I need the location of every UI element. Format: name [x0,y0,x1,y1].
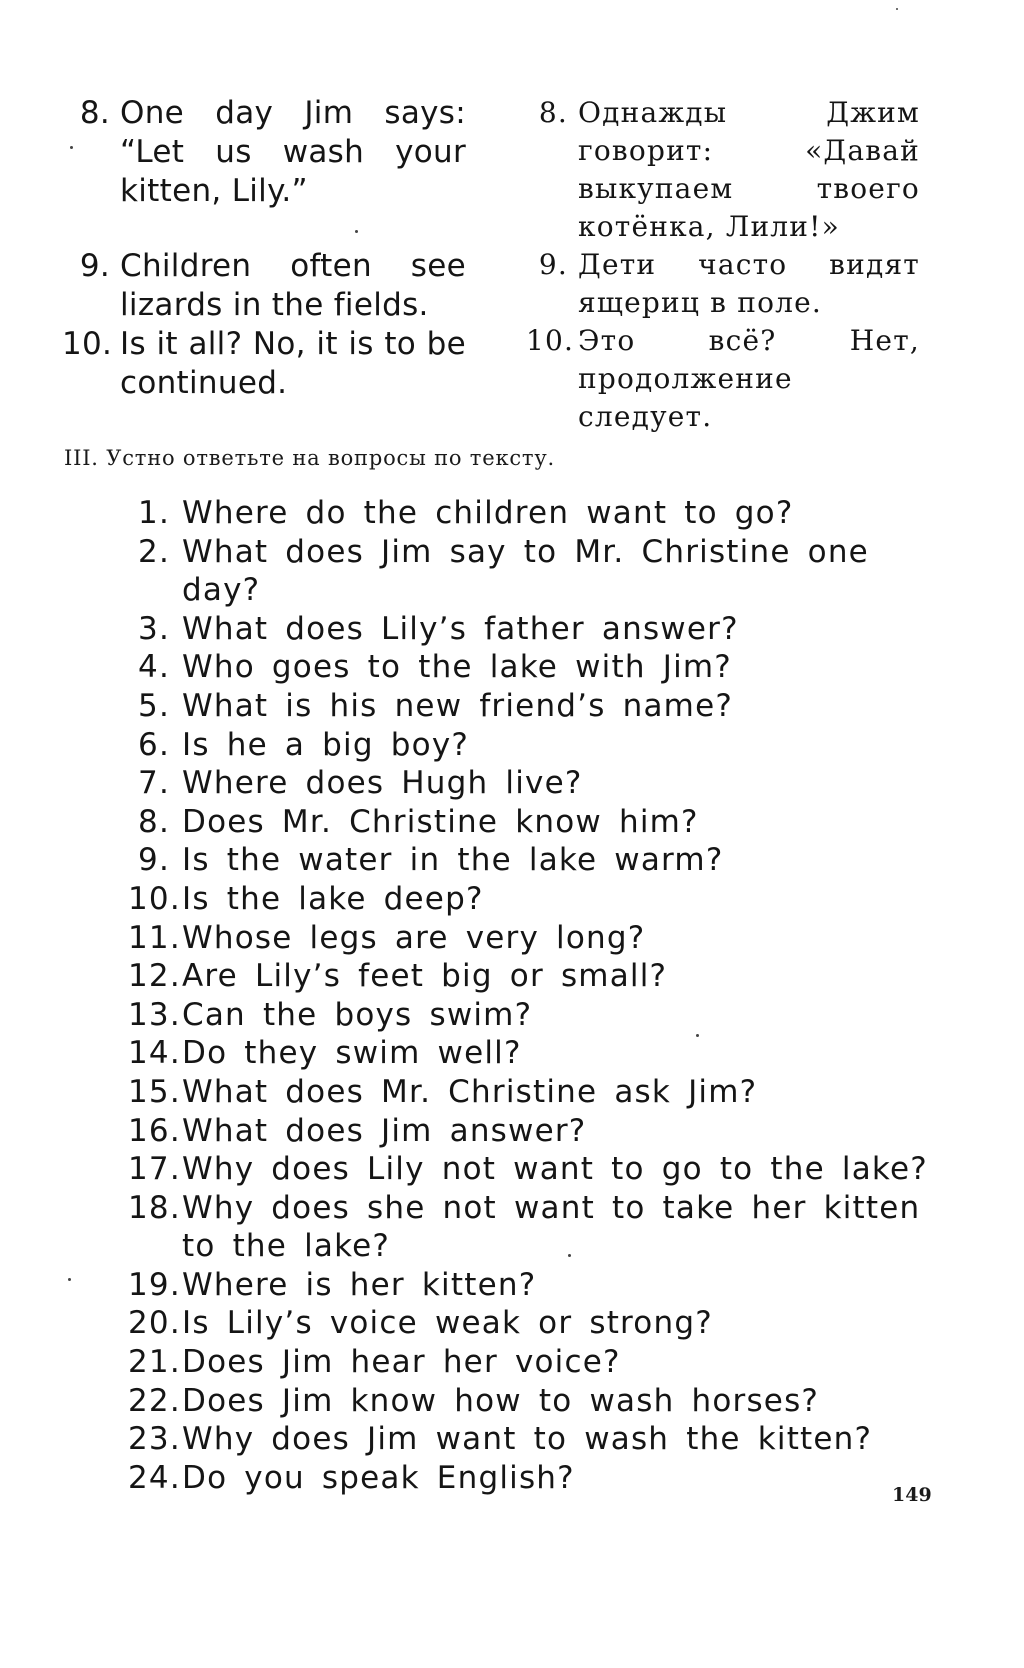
question-number: 18. [128,1189,181,1226]
scan-speck [896,8,898,10]
question-number: 15. [128,1073,181,1110]
question-list [128,494,928,1497]
page-number: 149 [892,1484,932,1506]
scan-speck [70,146,73,149]
question-item [128,648,928,687]
english-sentence-text: Children often see lizards in the fields. [120,248,466,323]
question-item [128,1150,928,1189]
question-number: 12. [128,958,181,995]
question-item [128,1034,928,1073]
question-number: 1. [138,495,170,531]
question-item [128,1073,928,1112]
question-text: Is Lily’s voice weak or strong? [182,1305,713,1342]
question-text: Is he a big boy? [182,726,470,763]
question-item [128,494,928,533]
question-item [128,957,928,996]
question-item [128,1382,928,1421]
russian-sentence-text: Это всё? Нет, продолжение следует. [578,324,920,433]
question-item [128,1343,928,1382]
question-number: 11. [128,919,181,956]
question-item [128,1459,928,1498]
question-text: What does Mr. Christine ask Jim? [182,1073,758,1110]
question-number: 19. [128,1266,181,1303]
question-number: 4. [138,649,170,686]
question-text: Why does Lily not want to go to the lake? [182,1151,928,1188]
question-text: What does Jim say to Mr. Christine one day? [182,533,869,609]
question-item [128,1189,928,1266]
english-column [62,94,466,403]
question-number: 2. [138,533,170,570]
question-number: 3. [138,610,170,647]
question-text: What does Lily’s father answer? [182,610,739,647]
question-number: 6. [138,726,170,763]
question-item [128,880,928,919]
question-number: 16. [128,1112,181,1149]
russian-column [526,94,920,436]
question-item [128,1304,928,1343]
question-text: Whose legs are very long? [182,919,646,956]
question-number: 5. [138,687,170,724]
english-sentence-text: Is it all? No, it is to be continued. [120,326,466,401]
scan-speck [355,230,358,233]
russian-sentence-10 [526,322,920,436]
russian-sentence-text: Дети часто видят ящериц в поле. [578,248,920,319]
question-item [128,1266,928,1305]
question-item [128,1420,928,1459]
question-text: Does Jim know how to wash horses? [182,1382,820,1419]
question-text: Does Mr. Christine know him? [182,803,699,840]
english-sentence-8 [62,94,466,211]
question-number: 21. [128,1344,181,1381]
question-text: Where do the children want to go? [182,495,794,531]
scan-speck [696,1034,699,1037]
scan-speck [68,1278,71,1281]
sentence-number: 10. [526,324,575,357]
question-text: Are Lily’s feet big or small? [182,958,668,995]
question-item [128,533,928,610]
question-item [128,764,928,803]
question-number: 20. [128,1305,181,1342]
question-text: Where does Hugh live? [182,765,583,802]
english-sentence-text: One day Jim says: “Let us wash your kitten, Lily.” [120,95,466,209]
question-text: Who goes to the lake with Jim? [182,649,732,686]
russian-sentence-text: Однажды Джим говорит: «Давай выкупаем твоего котёнка, Лили!» [578,96,920,243]
question-text: Why does she not want to take her kitten to the lake? [182,1189,921,1265]
question-item [128,1112,928,1151]
english-sentence-9 [62,247,466,325]
question-text: Is the lake deep? [182,880,484,917]
sentence-number: 8. [79,95,110,131]
question-text: What does Jim answer? [182,1112,587,1149]
question-number: 24. [128,1459,181,1496]
sentence-number: 8. [538,96,568,129]
question-number: 13. [128,996,181,1033]
russian-sentence-8 [526,94,920,246]
question-text: Why does Jim want to wash the kitten? [182,1421,873,1458]
question-text: Do they swim well? [182,1035,522,1072]
question-number: 17. [128,1151,181,1188]
question-text: Do you speak English? [182,1459,575,1496]
question-number: 7. [138,765,170,802]
question-number: 10. [128,880,181,917]
english-sentence-10 [62,325,466,403]
question-number: 14. [128,1035,181,1072]
question-text: Does Jim hear her voice? [182,1344,621,1381]
question-number: 8. [138,803,170,840]
question-text: What is his new friend’s name? [182,687,734,724]
question-item [128,687,928,726]
russian-sentence-9 [526,246,920,322]
question-item [128,803,928,842]
question-item [128,919,928,958]
sentence-number: 9. [79,248,110,284]
question-number: 22. [128,1382,181,1419]
exercise-heading: III. Устно ответьте на вопросы по тексту. [64,446,555,470]
question-number: 23. [128,1421,181,1458]
question-text: Can the boys swim? [182,996,533,1033]
question-text: Is the water in the lake warm? [182,842,724,879]
question-number: 9. [138,842,170,879]
sentence-number: 10. [62,326,113,362]
question-item [128,841,928,880]
question-item [128,610,928,649]
question-text: Where is her kitten? [182,1266,537,1303]
question-item [128,996,928,1035]
question-item [128,726,928,765]
scan-speck [568,1254,571,1257]
sentence-number: 9. [538,248,568,281]
